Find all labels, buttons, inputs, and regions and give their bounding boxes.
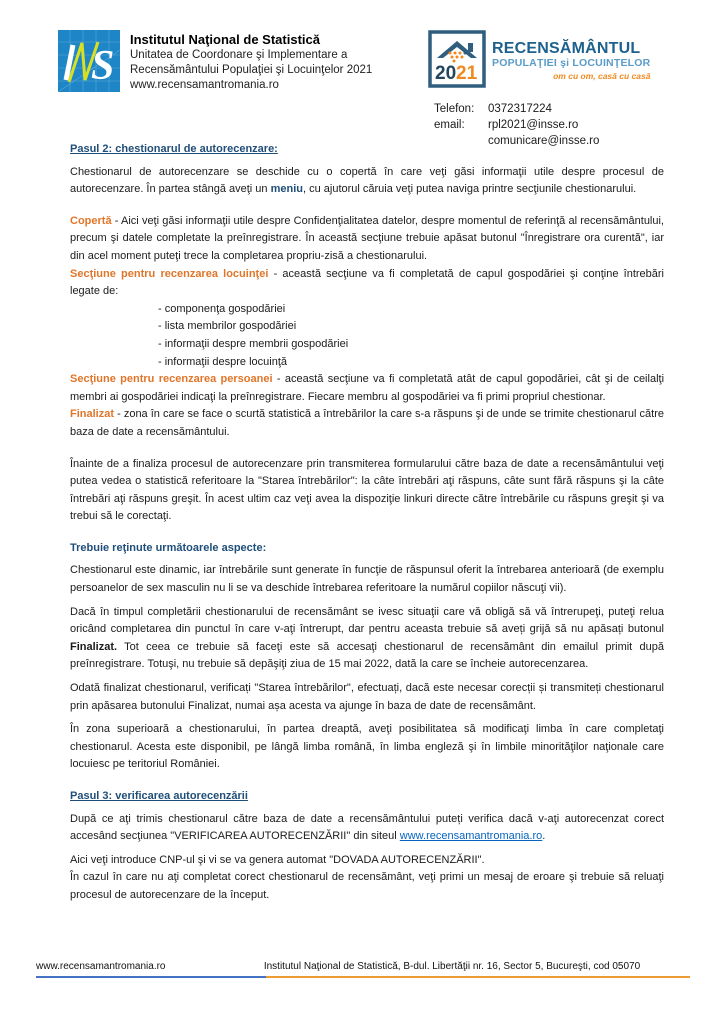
intro-text: Chestionarul de autorecenzare se deschide cu o copertă în care veţi găsi informaţii utile despre procesul de autorecenzare. În partea stângă aveţi un <box>70 165 664 196</box>
footer-rule-orange-segment <box>266 976 690 979</box>
census-2021-logo-icon <box>428 30 486 93</box>
intro-text-end: , cu ajutorul căruia veţi putea naviga printre secţiunile chestionarului. <box>302 183 637 196</box>
aspects-heading: Trebuie reţinute următoarele aspecte: <box>70 541 267 554</box>
verify-paragraph <box>70 811 664 846</box>
svg-text:21: 21 <box>456 63 478 84</box>
ins-logo-icon <box>58 30 120 97</box>
menu-keyword: meniu <box>270 183 303 196</box>
institute-name: Institutul Naţional de Statistică <box>130 32 320 47</box>
cnp-line2: În cazul în care nu aţi completat corect chestionarul de recensământ, veţi primi un mesaj de eroare şi trebuie să reluaţi procesul de autorecenzare de la început. <box>70 871 664 901</box>
verify-text-end: . <box>542 830 546 843</box>
housing-lead: Secţiune pentru recenzarea locuinţei <box>70 267 269 280</box>
institute-website: www.recensamantromania.ro <box>130 79 279 91</box>
census-tagline: om cu om, casă cu casă <box>553 71 651 81</box>
census-subtitle: POPULAŢIEI şi LOCUINŢELOR <box>492 57 651 69</box>
document-body <box>70 141 664 905</box>
cnp-paragraph <box>70 852 664 905</box>
header <box>58 30 696 149</box>
housing-topics-list <box>70 301 664 371</box>
coperta-paragraph <box>70 213 664 266</box>
footer-website: www.recensamantromania.ro <box>36 960 166 972</box>
contact-email-2: comunicare@insse.ro <box>488 135 600 147</box>
list-item: - componenţa gospodăriei <box>158 302 286 315</box>
person-text: - această secţiune va fi completată atât de capul gopodăriei, cât şi de ceilalţi membri ai gospodăriei indicaţi la preînregistrare. Fiecare membru al gospodăriei va fi primi propriul chestionar. <box>70 373 665 403</box>
census-title: RECENSĂMÂNTUL <box>492 40 641 57</box>
contact-phone-value: 0372317224 <box>488 103 552 115</box>
person-lead: Secţiune pentru recenzarea persoanei <box>70 373 273 386</box>
coperta-lead: Copertă <box>70 214 112 227</box>
finalizat-button-keyword: Finalizat. <box>70 640 118 653</box>
dynamic-paragraph: Chestionarul este dinamic, iar întrebările sunt generate în funcţie de răspunsul oferit la întrebarea anterioară (de exemplu persoanelor de sex masculin nu li se va deschide întrebarea referitoare la numărul copiilor născuţi vii). <box>70 564 664 595</box>
verify-text: După ce aţi trimis chestionarul către baza de date a recensământului puteți verifica dacă v-aţi autorecenzat corect accesând secţiunea "VERIFICAREA AUTORECENZĂRII" din siteul <box>70 812 664 843</box>
finalizat-text: - zona în care se face o scurtă statistică a întrebărilor la care s-a răspuns şi de unde se trimite chestionarul către baza de date a recensământului. <box>70 408 664 438</box>
pause-paragraph <box>70 604 664 674</box>
check-state-paragraph: Odată finalizat chestionarul, verificați "Starea întrebărilor", efectuați, dacă este necesar corecții și transmiteți chestionarul prin apăsarea butonului Finalizat, numai așa acesta va ajunge în baza de date de recensământ. <box>70 682 664 712</box>
step2-heading: Pasul 2: chestionarul de autorecenzare: <box>70 143 278 155</box>
contact-email-1: rpl2021@insse.ro <box>488 119 579 131</box>
census-wordmark <box>492 30 650 81</box>
institute-line2: Recensământului Populaţiei şi Locuinţelor 2021 <box>130 64 373 76</box>
housing-text: - această secţiune va fi completată de capul gospodăriei şi conţine întrebări legate de: <box>70 267 664 298</box>
language-paragraph: În zona superioară a chestionarului, în partea dreaptă, aveţi posibilitatea să modificaţi limba în care completaţi chestionarul. Acesta este disponibil, pe lângă limba română, în limba engleză şi în limbile minorităţilor naţionale care locuiesc pe teritoriul României. <box>70 723 664 771</box>
footer-rule-blue-segment <box>36 976 266 979</box>
pause-text-end: Tot ceea ce trebuie să faceţi este să accesaţi chestionarul de recensământ din emailul primit după preînregistrare. Totuşi, nu trebuie să depăşiţi ziua de 15 mai 2022, dată la care se încheie autorecenzarea. <box>70 640 664 671</box>
website-link[interactable]: www.recensamantromania.ro <box>399 830 543 843</box>
coperta-text: - Aici veţi găsi informaţii utile despre Confidenţialitatea datelor, despre momentul de referinţă al recensământului, precum şi datele completate la preînregistrare. În această secţiune trebuie apăsat butonul "Înregistrare ora curentă", iar din acel moment puteţi trece la completarea propriu-zisă a chestionarului. <box>70 214 664 262</box>
footer <box>36 961 690 979</box>
list-item: - informaţii despre locuinţă <box>158 355 288 368</box>
intro-paragraph <box>70 164 664 199</box>
person-section-paragraph <box>70 371 664 406</box>
institute-block <box>130 30 372 93</box>
list-item: - lista membrilor gospodăriei <box>158 320 297 333</box>
contact-phone-label: Telefon: <box>434 103 475 115</box>
housing-section-paragraph <box>70 266 664 301</box>
footer-address: Institutul Naţional de Statistică, B-dul. Libertăţii nr. 16, Sector 5, Bucureşti, cod 05070 <box>263 960 641 972</box>
finalizat-paragraph <box>70 406 664 441</box>
finalizat-lead: Finalizat <box>70 408 115 421</box>
footer-text-row <box>36 961 690 976</box>
before-finalize-paragraph: Înainte de a finaliza procesul de autorecenzare prin transmiterea formularului către baza de date a recensământului veţi putea vedea o statistică referitoare la "Starea întrebărilor": la câte întrebări aţi răspuns, câte sunt fără răspuns şi la câte întrebări aţi răspuns greşit. În acest ultim caz veţi avea la dispoziţie linkuri directe către întrebările cu răspuns greşit şi va trebui să le corectaţi. <box>70 457 664 523</box>
svg-text:20: 20 <box>435 63 457 84</box>
census-block <box>428 30 696 149</box>
footer-rule <box>36 976 690 979</box>
step3-heading: Pasul 3: verificarea autorecenzării <box>70 790 248 802</box>
institute-line1: Unitatea de Coordonare şi Implementare a <box>130 49 348 61</box>
contact-email-label: email: <box>434 119 465 131</box>
pause-text: Dacă în timpul completării chestionarului de recensământ se ivesc situaţii care vă obligă să vă întrerupeţi, puteţi relua oricând completarea din punctul în care v-aţi întrerupt, dar pentru aceasta trebuie să aveți grijă să nu apăsați butonul <box>70 605 664 636</box>
list-item: - informaţii despre membrii gospodăriei <box>158 337 349 350</box>
svg-text:S: S <box>91 43 115 89</box>
census-logo-row <box>428 30 696 93</box>
cnp-line1: Aici veţi introduce CNP-ul şi vi se va genera automat "DOVADA AUTORECENZĂRII". <box>70 853 485 866</box>
